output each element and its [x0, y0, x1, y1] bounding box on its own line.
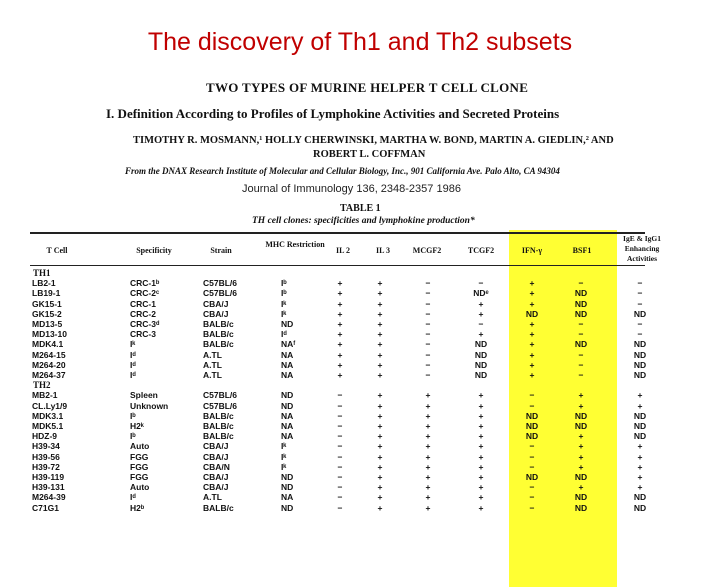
table-cell: + [377, 410, 383, 421]
table-cell: A.TL [203, 492, 222, 503]
table-cell: C57BL/6 [203, 278, 238, 289]
group-label-th1: TH1 [33, 268, 51, 278]
table-cell: − [637, 278, 643, 289]
table-cell: + [377, 431, 383, 442]
table-cell: LB2-1 [32, 278, 56, 289]
table-cell: − [578, 370, 584, 380]
table-cell: ND [633, 502, 647, 513]
table-cell: − [425, 278, 431, 289]
table-cell: ND [633, 370, 647, 380]
authors-line1: TIMOTHY R. MOSMANN,¹ HOLLY CHERWINSKI, MARTHA W. BOND, MARTIN A. GIEDLIN,² AND [133, 135, 614, 146]
table-cell: Iᵇ [281, 278, 287, 289]
table-cell: + [425, 472, 431, 482]
table-cell: + [337, 370, 343, 380]
table-cell: Iᵇ [130, 410, 136, 421]
table-cell: + [377, 451, 383, 462]
table-cell: ND [574, 492, 588, 503]
table-cell: + [377, 461, 383, 472]
table-cell: + [337, 319, 343, 329]
table-cell: + [478, 421, 484, 431]
table-cell: − [425, 349, 431, 360]
table-cell: ND [574, 410, 588, 421]
table-cell: CBA/J [203, 472, 229, 482]
table-cell: HDZ-9 [32, 431, 58, 442]
table-cell: + [529, 298, 535, 309]
table-cell: NA [281, 370, 294, 380]
table-cell: − [425, 339, 431, 350]
table-cell: LB19-1 [32, 288, 61, 299]
table-cell: − [337, 400, 343, 411]
header-strain: Strain [210, 246, 232, 255]
table-cell: CBA/J [203, 482, 229, 493]
table-cell: − [337, 461, 343, 472]
table-cell: − [637, 298, 643, 309]
header-il3: IL 3 [375, 246, 390, 255]
table-cell: ND [525, 410, 539, 421]
table-cell: CRC-2 [130, 308, 156, 319]
table-cell: − [337, 390, 343, 401]
table-cell: + [637, 400, 643, 411]
group-label-th2: TH2 [33, 380, 51, 391]
table-cell: Iᵈ [130, 359, 136, 370]
table-cell: + [377, 441, 383, 452]
table-cell: ND [633, 492, 647, 503]
table-cell: + [337, 288, 343, 299]
paper-title-line2: I. Definition According to Profiles of Lymphokine Activities and Secreted Proteins [106, 106, 560, 121]
table-cell: − [637, 319, 643, 329]
table-cell: + [478, 329, 484, 340]
table-cell: + [377, 390, 383, 401]
table-cell: + [337, 329, 343, 340]
table-cell: Unknown [130, 400, 169, 411]
table-cell: + [637, 441, 643, 452]
table-cell: H39-34 [32, 441, 60, 452]
table-cell: + [377, 288, 383, 299]
table-cell: + [425, 421, 431, 431]
table-cell: BALB/c [203, 319, 234, 329]
table-cell: CBA/J [203, 298, 229, 309]
table-cell: H39-72 [32, 461, 60, 472]
table-cell: + [478, 461, 484, 472]
table-cell: + [425, 451, 431, 462]
table-cell: + [425, 502, 431, 513]
table-cell: ND [525, 472, 539, 482]
table-cell: + [529, 370, 535, 380]
table-cell: + [377, 339, 383, 350]
table-cell: MDK3.1 [32, 410, 64, 421]
table-cell: CBA/J [203, 441, 229, 452]
table-cell: MD13-5 [32, 319, 63, 329]
table-cell: CRC-3ᵈ [130, 319, 160, 329]
table-cell: Iᵏ [281, 461, 287, 472]
table-cell: − [529, 451, 535, 462]
table-cell: NA [281, 492, 294, 503]
table-cell: BALB/c [203, 339, 234, 350]
table-cell: + [377, 359, 383, 370]
table-cell: + [425, 482, 431, 493]
table-cell: + [425, 431, 431, 442]
table-cell: BALB/c [203, 421, 234, 431]
table-cell: NA [281, 349, 294, 360]
table-cell: MD13-10 [32, 329, 67, 340]
table-cell: + [377, 421, 383, 431]
table-cell: + [377, 370, 383, 380]
table-cell: + [337, 278, 343, 289]
table-cell: C57BL/6 [203, 390, 238, 401]
table-cell: + [478, 441, 484, 452]
table-cell: + [529, 319, 535, 329]
table-cell: + [529, 329, 535, 340]
paper-title-line1: TWO TYPES OF MURINE HELPER T CELL CLONE [206, 80, 529, 95]
table-cell: − [578, 319, 584, 329]
table-cell: Iᵏ [281, 298, 287, 309]
table-cell: Iᵈ [130, 349, 136, 360]
table-cell: ND [474, 339, 488, 350]
table-cell: + [529, 339, 535, 350]
table-cell: ND [281, 482, 294, 493]
table-cell: − [529, 390, 535, 401]
table-cell: + [478, 502, 484, 513]
table-cell: + [637, 482, 643, 493]
table-cell: Iᵈ [130, 492, 136, 503]
table-cell: A.TL [203, 349, 222, 360]
table-cell: + [478, 472, 484, 482]
table-cell: Iᵏ [281, 441, 287, 452]
table-cell: + [478, 400, 484, 411]
paper-authors [133, 134, 633, 162]
table-cell: + [529, 278, 535, 289]
table-cell: NA [281, 421, 294, 431]
table-cell: − [425, 288, 431, 299]
table-cell: + [377, 319, 383, 329]
table-cell: − [337, 421, 343, 431]
table-cell: − [425, 329, 431, 340]
table-cell: + [578, 441, 584, 452]
table-cell: CRC-3 [130, 329, 156, 340]
table-cell: ND [281, 400, 294, 411]
table-cell: NA [281, 431, 294, 442]
table-cell: − [337, 502, 343, 513]
table-cell: + [637, 451, 643, 462]
table-cell: Auto [130, 441, 150, 452]
header-ige-igg1: IgE & IgG1 Enhancing Activities [623, 234, 661, 263]
table-cell: + [637, 461, 643, 472]
table-cell: − [637, 329, 643, 340]
table-cell: − [529, 441, 535, 452]
table-cell: ND [633, 410, 647, 421]
table-cell: ND [574, 472, 588, 482]
table-cell: + [478, 431, 484, 442]
table-cell: H2ᵏ [130, 421, 144, 431]
table-top-rule-double [30, 233, 645, 234]
table-cell: CBA/J [203, 451, 229, 462]
table-cell: H2ᵇ [130, 502, 145, 513]
header-tcgf2: TCGF2 [467, 246, 495, 255]
table-cell: ND [474, 349, 488, 360]
table-cell: ND [574, 502, 588, 513]
table-cell: − [425, 319, 431, 329]
header-bsf1: BSF1 [572, 246, 592, 255]
table-cell: Iᵈ [281, 329, 287, 340]
table-cell: + [425, 492, 431, 503]
table-subtitle: TH cell clones: specificities and lymphokine production* [252, 216, 475, 226]
table-cell: + [578, 400, 584, 411]
table-cell: + [377, 400, 383, 411]
header-mhc-restriction: MHC Restriction [265, 240, 325, 249]
table-cell: ND [474, 370, 488, 380]
header-t-cell: T Cell [46, 246, 68, 255]
table-cell: + [478, 298, 484, 309]
table-cell: FGG [130, 451, 149, 462]
table-cell: BALB/c [203, 329, 234, 340]
table-cell: + [478, 451, 484, 462]
table-cell: + [377, 308, 383, 319]
table-cell: Iᵇ [130, 431, 136, 442]
table-caption: TABLE 1 [340, 203, 381, 214]
table-cell: − [425, 308, 431, 319]
table-cell: + [478, 482, 484, 493]
table-cell: − [529, 492, 535, 503]
table-cell: ND [281, 390, 294, 401]
table-cell: + [578, 482, 584, 493]
table-cell: BALB/c [203, 431, 234, 442]
table-cell: A.TL [203, 359, 222, 370]
table-cell: A.TL [203, 370, 222, 380]
table-cell: C57BL/6 [203, 400, 238, 411]
header-il2: IL 2 [335, 246, 350, 255]
table-cell: − [529, 461, 535, 472]
table-cell: + [578, 390, 584, 401]
table-cell: CRC-2ᶜ [130, 288, 160, 299]
table-cell: − [337, 451, 343, 462]
table-cell: − [425, 370, 431, 380]
table-cell: + [529, 359, 535, 370]
table-cell: + [425, 400, 431, 411]
paper-affiliation: From the DNAX Research Institute of Molecular and Cellular Biology, Inc., 901 California Ave. Palo Alto, CA 94304 [125, 166, 560, 176]
table-cell: MDK5.1 [32, 421, 64, 431]
table-cell: NA [281, 359, 294, 370]
table-cell: − [578, 359, 584, 370]
table-cell: ND [633, 349, 647, 360]
header-ifn-gamma: IFN-γ [521, 246, 543, 255]
table-cell: + [478, 390, 484, 401]
table-cell: + [377, 492, 383, 503]
table-cell: + [377, 472, 383, 482]
table-cell: GK15-2 [32, 308, 62, 319]
table-cell: + [337, 339, 343, 350]
table-cell: M264-37 [32, 370, 66, 380]
table-cell: FGG [130, 461, 149, 472]
table-cell: − [478, 278, 484, 289]
table-cell: + [337, 298, 343, 309]
table-cell: + [337, 359, 343, 370]
table-cell: − [337, 410, 343, 421]
table-cell: ND [633, 421, 647, 431]
slide-title: The discovery of Th1 and Th2 subsets [147, 28, 573, 56]
header-mcgf2: MCGF2 [412, 246, 442, 255]
table-cell: + [478, 308, 484, 319]
table-cell: + [377, 298, 383, 309]
table-cell: − [578, 349, 584, 360]
table-cell: + [377, 329, 383, 340]
table-cell: NDᵉ [473, 288, 489, 299]
table-cell: ND [281, 502, 294, 513]
table-cell: − [337, 492, 343, 503]
table-cell: BALB/c [203, 410, 234, 421]
table-cell: ND [574, 421, 588, 431]
table-cell: Iᵏ [281, 451, 287, 462]
table-cell: + [377, 482, 383, 493]
table-cell: Auto [130, 482, 150, 493]
table-cell: + [478, 492, 484, 503]
table-cell: − [578, 278, 584, 289]
table-cell: ND [281, 472, 294, 482]
table-cell: + [337, 349, 343, 360]
table-cell: CBA/N [203, 461, 230, 472]
table-cell: + [425, 441, 431, 452]
table-cell: − [529, 502, 535, 513]
table-cell: ND [633, 308, 647, 319]
table-cell: ND [574, 339, 588, 350]
table-cell: − [337, 431, 343, 442]
table-cell: + [637, 472, 643, 482]
table-cell: ND [525, 421, 539, 431]
table-cell: Iᵏ [130, 339, 136, 350]
table-cell: − [529, 482, 535, 493]
journal-reference: Journal of Immunology 136, 2348-2357 1986 [242, 183, 461, 195]
table-cell: ND [574, 308, 588, 319]
table-cell: Iᵏ [281, 308, 287, 319]
table-cell: ND [633, 431, 647, 442]
table-cell: + [377, 502, 383, 513]
table-cell: GK15-1 [32, 298, 62, 309]
table-cell: H39-131 [32, 482, 65, 493]
table-cell: H39-56 [32, 451, 60, 462]
table-cell: + [529, 288, 535, 299]
authors-line2: ROBERT L. COFFMAN [313, 149, 426, 160]
table-cell: Spleen [130, 390, 158, 401]
table-cell: + [425, 410, 431, 421]
table-cell: + [637, 390, 643, 401]
table-cell: ND [525, 431, 539, 442]
table-cell: + [377, 349, 383, 360]
table-cell: FGG [130, 472, 149, 482]
table-cell: ND [574, 298, 588, 309]
table-cell: − [425, 298, 431, 309]
table-cell: MB2-1 [32, 390, 58, 401]
table-cell: C71G1 [32, 502, 59, 513]
table-cell: + [529, 349, 535, 360]
table-cell: M264-20 [32, 359, 66, 370]
table-cell: − [578, 329, 584, 340]
table-cell: ND [633, 359, 647, 370]
table-cell: M264-15 [32, 349, 66, 360]
header-specificity: Specificity [136, 246, 172, 255]
table-cell: − [337, 472, 343, 482]
table-cell: Iᵇ [281, 288, 287, 299]
table-cell: + [578, 431, 584, 442]
table-cell: CBA/J [203, 308, 229, 319]
table-cell: CL.Ly1/9 [32, 400, 68, 411]
table-cell: H39-119 [32, 472, 65, 482]
table-cell: − [637, 288, 643, 299]
table-cell: + [337, 308, 343, 319]
table-cell: CRC-1 [130, 298, 156, 309]
table-cell: CRC-1ᵇ [130, 278, 160, 289]
table-cell: Iᵈ [130, 370, 136, 380]
table-cell: ND [474, 359, 488, 370]
table-cell: + [425, 461, 431, 472]
table-header-rule [30, 265, 645, 266]
table-cell: BALB/c [203, 502, 234, 513]
table-cell: − [337, 441, 343, 452]
table-cell: M264-39 [32, 492, 66, 503]
table-cell: + [377, 278, 383, 289]
table-cell: − [337, 482, 343, 493]
table-cell: − [425, 359, 431, 370]
table-cell: ND [281, 319, 294, 329]
table-cell: + [578, 461, 584, 472]
table-cell: MDK4.1 [32, 339, 64, 350]
table-cell: ND [574, 288, 588, 299]
table-cell: + [578, 451, 584, 462]
table-cell: + [425, 390, 431, 401]
table-cell: − [478, 319, 484, 329]
table-cell: ND [525, 308, 539, 319]
table-cell: + [478, 410, 484, 421]
table-cell: − [529, 400, 535, 411]
table-cell: NAᶠ [281, 339, 296, 350]
table-cell: NA [281, 410, 294, 421]
table-cell: ND [633, 339, 647, 350]
table-cell: C57BL/6 [203, 288, 238, 299]
